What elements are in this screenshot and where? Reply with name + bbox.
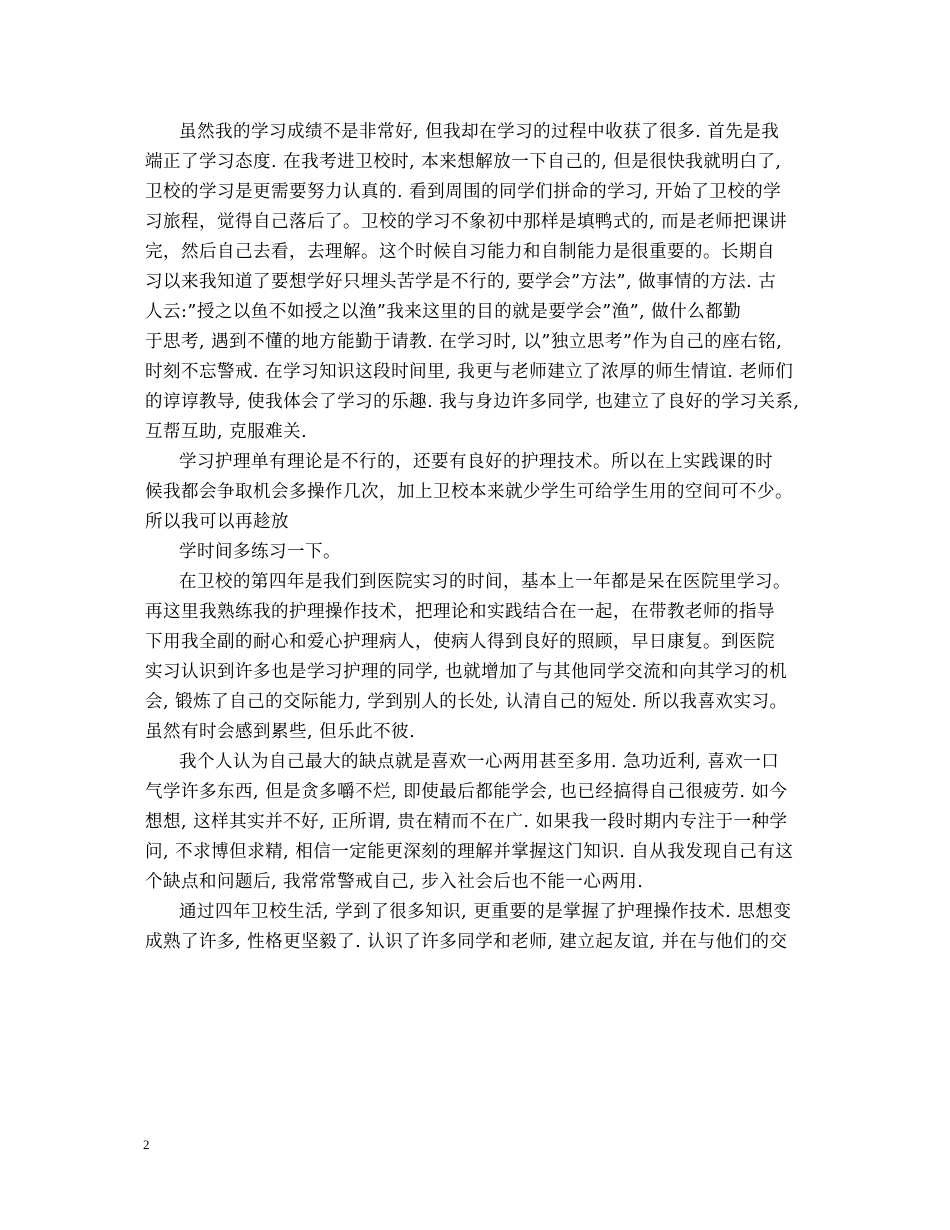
text-line: 会, 锻炼了自己的交际能力, 学到别人的长处, 认清自己的短处. 所以我喜欢实习。	[145, 692, 788, 712]
text-line: 时刻不忘警戒. 在学习知识这段时间里, 我更与老师建立了浓厚的师生情谊. 老师们	[145, 362, 794, 382]
text-line: 下用我全副的耐心和爱心护理病人，使病人得到良好的照顾，早日康复。到医院	[145, 632, 775, 652]
text-line: 我个人认为自己最大的缺点就是喜欢一心两用甚至多用. 急功近利, 喜欢一口	[179, 752, 780, 772]
text-line: 虽然有时会感到累些, 但乐此不彼.	[145, 722, 416, 742]
text-line: 虽然我的学习成绩不是非常好, 但我却在学习的过程中收获了很多. 首先是我	[179, 122, 780, 142]
text-line: 想想, 这样其实并不好, 正所谓, 贵在精而不在广. 如果我一段时期内专注于一种学	[145, 812, 788, 832]
text-line: 成熟了许多, 性格更坚毅了. 认识了许多同学和老师, 建立起友谊, 并在与他们的交	[145, 932, 788, 952]
text-line: 人云:”授之以鱼不如授之以渔”我来这里的目的就是要学会”渔”, 做什么都勤	[145, 302, 742, 322]
text-line: 卫校的学习是更需要努力认真的. 看到周围的同学们拼命的学习, 开始了卫校的学	[145, 182, 782, 202]
text-line: 习旅程，觉得自己落后了。卫校的学习不象初中那样是填鸭式的, 而是老师把课讲	[145, 212, 788, 232]
text-line: 的谆谆教导, 使我体会了学习的乐趣. 我与身边许多同学, 也建立了良好的学习关系,	[145, 392, 800, 412]
text-line: 问, 不求博但求精, 相信一定能更深刻的理解并掌握这门知识. 自从我发现自己有这	[145, 842, 794, 862]
text-line: 候我都会争取机会多操作几次，加上卫校本来就少学生可给学生用的空间可不少。	[145, 482, 793, 502]
text-line: 学时间多练习一下。	[179, 542, 341, 562]
text-line: 气学许多东西, 但是贪多嚼不烂, 即使最后都能学会, 也已经搞得自己很疲劳. 如今	[145, 782, 788, 802]
text-line: 学习护理单有理论是不行的，还要有良好的护理技术。所以在上实践课的时	[179, 452, 773, 472]
text-line: 所以我可以再趁放	[145, 512, 289, 532]
text-line: 个缺点和问题后, 我常常警戒自己, 步入社会后也不能一心两用.	[145, 872, 644, 892]
page-number: 2	[143, 1137, 150, 1152]
text-line: 在卫校的第四年是我们到医院实习的时间，基本上一年都是呆在医院里学习。	[179, 572, 791, 592]
text-line: 于思考, 遇到不懂的地方能勤于请教. 在学习时, 以”独立思考”作为自己的座右铭,	[145, 332, 783, 352]
text-line: 习以来我知道了要想学好只埋头苦学是不行的, 要学会”方法”, 做事情的方法. 古	[145, 272, 777, 292]
text-line: 完，然后自己去看，去理解。这个时候自习能力和自制能力是很重要的。长期自	[145, 242, 775, 262]
text-line: 互帮互助, 克服难关.	[145, 422, 308, 442]
text-line: 实习认识到许多也是学习护理的同学, 也就增加了与其他同学交流和向其学习的机	[145, 662, 788, 682]
text-line: 再这里我熟练我的护理操作技术，把理论和实践结合在一起，在带教老师的指导	[145, 602, 775, 622]
text-line: 端正了学习态度. 在我考进卫校时, 本来想解放一下自己的, 但是很快我就明白了,	[145, 152, 782, 172]
text-line: 通过四年卫校生活, 学到了很多知识, 更重要的是掌握了护理操作技术. 思想变	[179, 902, 792, 922]
